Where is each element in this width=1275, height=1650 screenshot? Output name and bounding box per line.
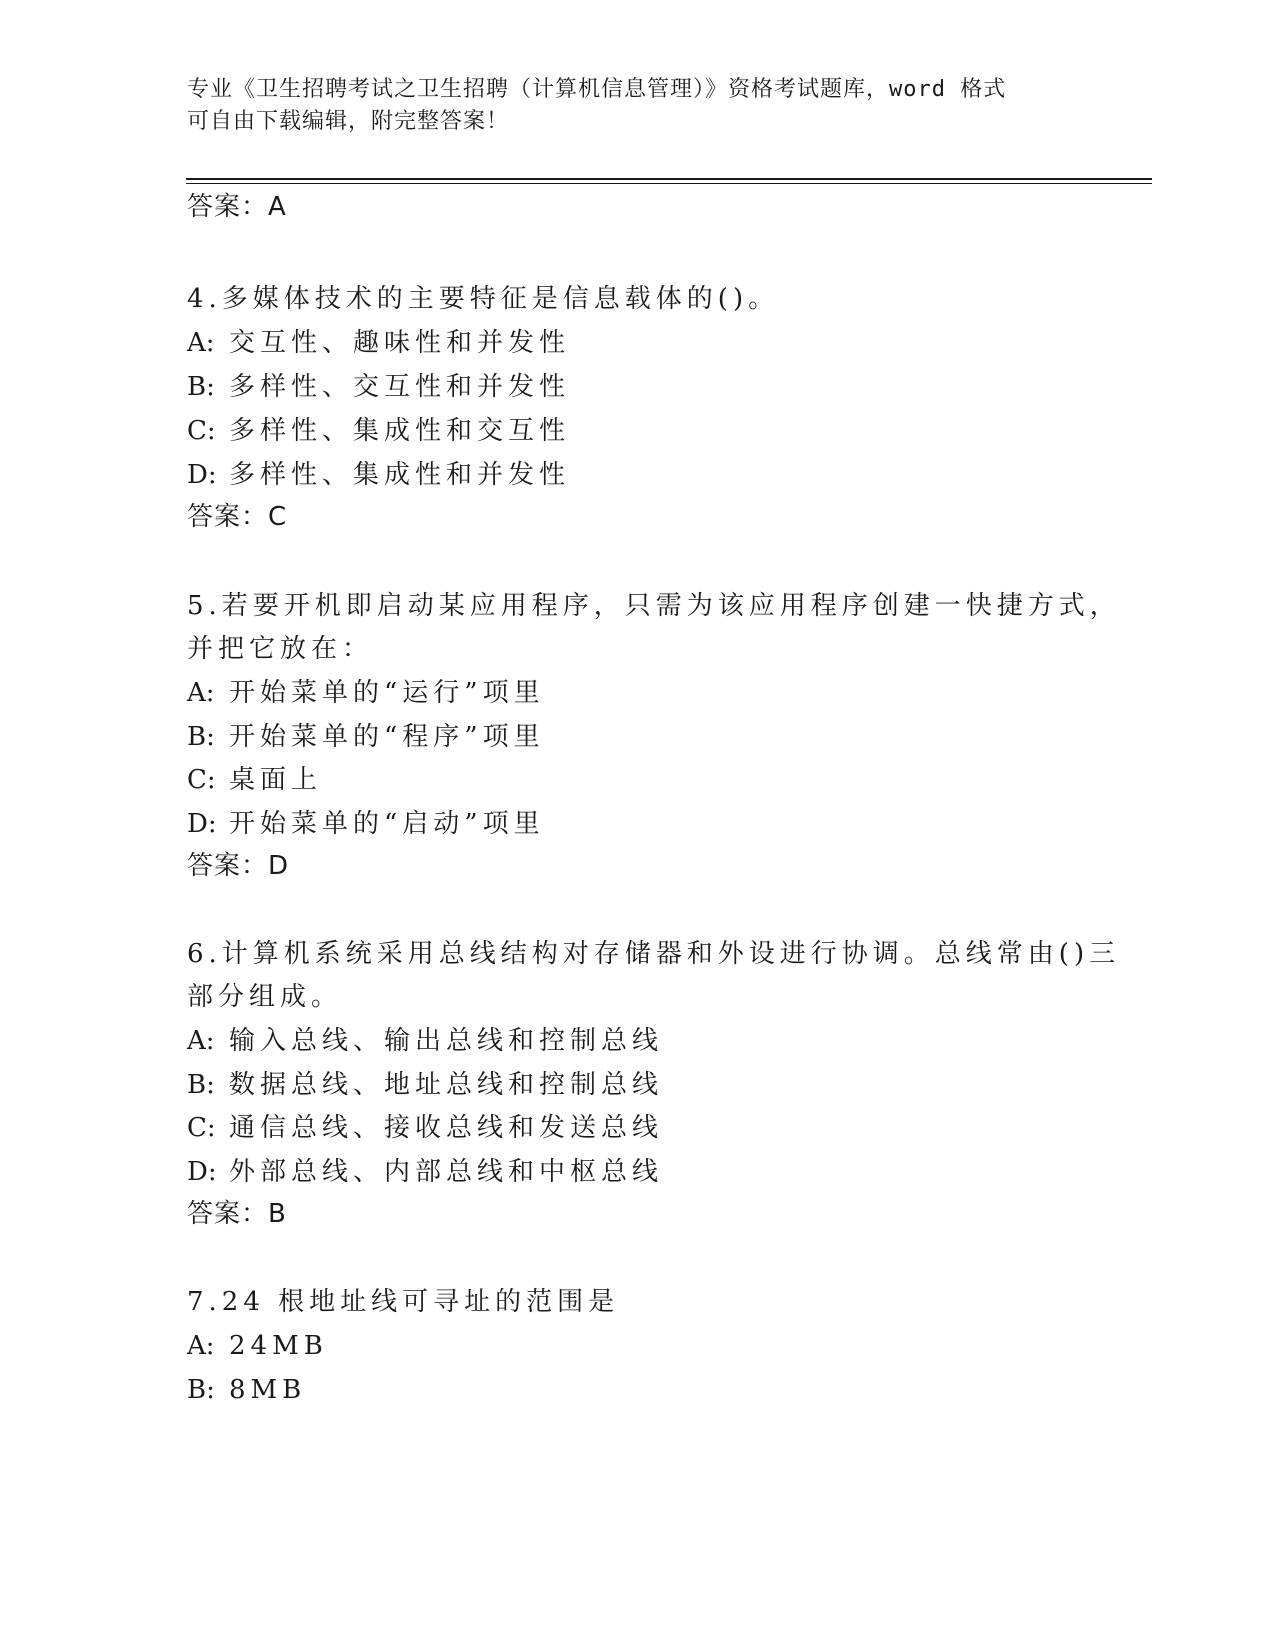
option-text: 多样性、集成性和并发性 xyxy=(229,460,571,490)
question-5-answer: 答案：D xyxy=(187,851,290,881)
question-4-option-b xyxy=(187,370,570,404)
option-label: B: xyxy=(187,1375,215,1405)
option-text: 多样性、集成性和交互性 xyxy=(229,416,571,446)
question-7-option-b xyxy=(187,1373,306,1407)
option-label: C: xyxy=(187,1113,216,1143)
option-label: D: xyxy=(187,1157,217,1187)
question-5-stem-line-2: 并把它放在： xyxy=(187,634,374,664)
question-6-stem-line-2: 部分组成。 xyxy=(187,982,343,1012)
option-text: 开始菜单的“启动”项里 xyxy=(229,809,545,839)
header-line-1: 专业《卫生招聘考试之卫生招聘（计算机信息管理）》资格考试题库，word 格式 xyxy=(187,77,1007,102)
option-text: 桌面上 xyxy=(229,765,323,795)
question-6-answer: 答案：B xyxy=(187,1199,287,1229)
option-text: 开始菜单的“程序”项里 xyxy=(229,722,545,752)
question-5-option-c xyxy=(187,763,322,797)
option-text: 数据总线、地址总线和控制总线 xyxy=(229,1070,664,1100)
question-5-stem-line-1: 5.若要开机即启动某应用程序，只需为该应用程序创建一快捷方式， xyxy=(187,591,1121,621)
option-text: 通信总线、接收总线和发送总线 xyxy=(229,1113,664,1143)
answer-previous: 答案：A xyxy=(187,192,287,222)
question-6-stem-line-1: 6.计算机系统采用总线结构对存储器和外设进行协调。总线常由()三 xyxy=(187,939,1121,969)
question-6-option-a xyxy=(187,1024,663,1058)
option-label: B: xyxy=(187,1070,215,1100)
question-6-option-b xyxy=(187,1068,663,1102)
question-5-option-b xyxy=(187,720,545,754)
option-text: 外部总线、内部总线和中枢总线 xyxy=(229,1157,664,1187)
option-label: D: xyxy=(187,460,217,490)
option-label: A: xyxy=(187,1026,215,1056)
question-5-option-a xyxy=(187,676,545,710)
option-text: 多样性、交互性和并发性 xyxy=(229,372,571,402)
question-6-option-c xyxy=(187,1111,663,1145)
option-label: D: xyxy=(187,809,217,839)
question-4-option-a xyxy=(187,326,570,360)
question-4-stem: 4.多媒体技术的主要特征是信息载体的()。 xyxy=(187,284,780,314)
question-5-option-d xyxy=(187,807,545,841)
option-label: B: xyxy=(187,722,215,752)
option-label: B: xyxy=(187,372,215,402)
question-4-answer: 答案：C xyxy=(187,502,288,532)
option-text: 8MB xyxy=(229,1375,307,1405)
question-7-option-a xyxy=(187,1329,328,1363)
option-text: 24MB xyxy=(229,1331,328,1361)
option-label: C: xyxy=(187,416,216,446)
option-text: 交互性、趣味性和并发性 xyxy=(229,328,571,358)
option-label: A: xyxy=(187,1331,215,1361)
header-divider-thin xyxy=(186,183,1152,184)
question-6-option-d xyxy=(187,1155,663,1189)
header-divider-thick xyxy=(186,178,1152,180)
option-text: 输入总线、输出总线和控制总线 xyxy=(229,1026,664,1056)
question-4-option-c xyxy=(187,414,570,448)
option-label: C: xyxy=(187,765,216,795)
option-label: A: xyxy=(187,678,215,708)
question-4-option-d xyxy=(187,458,570,492)
option-label: A: xyxy=(187,328,215,358)
question-7-stem: 7.24 根地址线可寻址的范围是 xyxy=(187,1287,620,1317)
header-line-2: 可自由下载编辑，附完整答案！ xyxy=(187,109,510,134)
document-header xyxy=(187,74,1087,138)
option-text: 开始菜单的“运行”项里 xyxy=(229,678,545,708)
